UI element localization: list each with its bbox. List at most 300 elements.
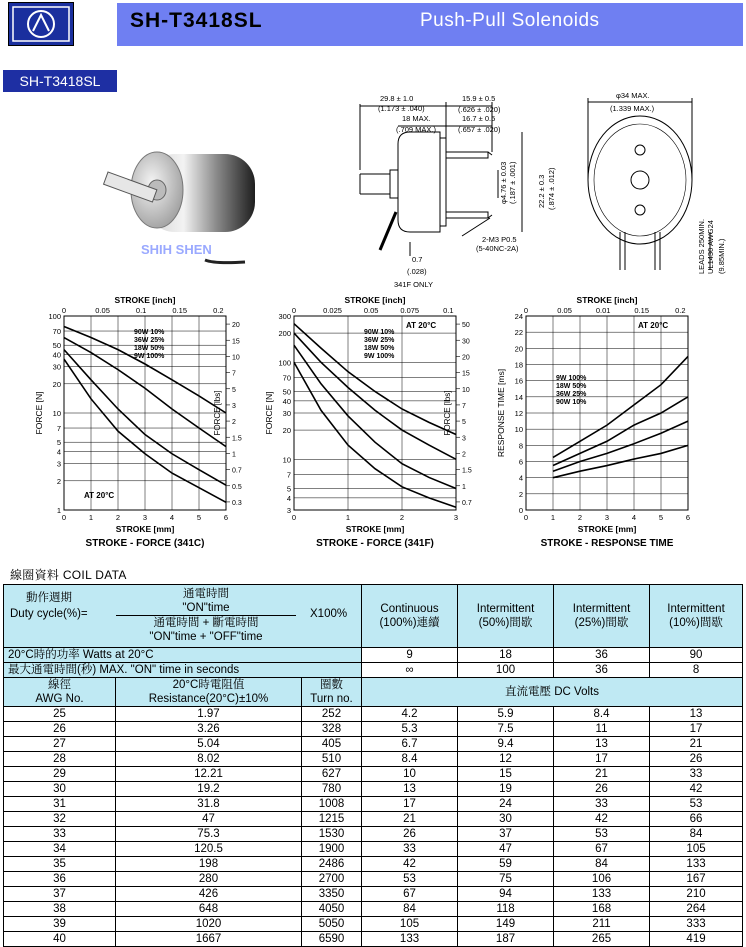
legend-entry: 36W 25% [134, 337, 165, 344]
y-tick-label: 5 [56, 438, 61, 448]
table-cell: 27 [4, 737, 116, 752]
table-cell: 106 [554, 872, 650, 887]
table-cell: 2486 [302, 857, 362, 872]
table-row [4, 857, 743, 872]
series-line-2 [553, 397, 688, 466]
chart-stroke-response-time [490, 292, 718, 556]
table-cell: 5.3 [362, 722, 458, 737]
y-tick-label: 4 [518, 473, 523, 483]
y-tick-label: 30 [52, 362, 61, 372]
right-tick-label: 3 [462, 435, 466, 443]
chart-annotation: AT 20°C [638, 321, 669, 330]
x-axis-label: STROKE [mm] [115, 524, 175, 534]
table-cell: 15 [458, 767, 554, 782]
top-tick-label: 0.05 [363, 306, 379, 315]
table-cell: 198 [116, 857, 302, 872]
y-tick-label: 100 [48, 312, 61, 321]
x-tick-label: 3 [142, 513, 148, 522]
y-tick-label: 18 [514, 360, 523, 370]
table-cell: 17 [362, 797, 458, 812]
table-cell: 37 [4, 887, 116, 902]
dimension-drawing [350, 92, 745, 290]
y-tick-label: 12 [514, 409, 523, 418]
table-cell: 84 [554, 857, 650, 872]
y-tick-label: 7 [286, 470, 291, 480]
series-line-2 [294, 333, 456, 459]
top-tick-label: 0.075 [400, 306, 420, 315]
svg-text:(.187 ± .001): (.187 ± .001) [508, 161, 517, 204]
top-axis-label: STROKE [inch] [114, 295, 176, 305]
table-cell: 53 [554, 827, 650, 842]
y-tick-label: 20 [282, 426, 291, 436]
table-cell: 40 [4, 932, 116, 947]
x-tick-label: 1 [550, 513, 556, 522]
y-tick-label: 4 [56, 447, 61, 457]
top-tick-label: 0.05 [557, 306, 572, 315]
table-cell: 94 [458, 887, 554, 902]
x-tick-label: 2 [399, 513, 405, 522]
svg-text:(.709 MAX.): (.709 MAX.) [396, 125, 437, 134]
svg-text:(.874 ± .012): (.874 ± .012) [547, 167, 556, 210]
table-cell: 4050 [302, 902, 362, 917]
table-cell: 12 [458, 752, 554, 767]
table-cell: 42 [650, 782, 743, 797]
table-cell: 1020 [116, 917, 302, 932]
table-cell: 5050 [302, 917, 362, 932]
top-tick-label: 0.1 [135, 306, 147, 315]
table-cell: 5.04 [116, 737, 302, 752]
column-header-row: 線徑 AWG No. 20°C時電阻值 Resistance(20°C)±10% 圈數 Turn no. 直流電壓 DC Volts [4, 678, 743, 707]
svg-text:18 MAX.: 18 MAX. [402, 114, 431, 123]
y-tick-label: 50 [282, 387, 291, 397]
top-axis-label: STROKE [inch] [576, 295, 638, 305]
table-cell: 29 [4, 767, 116, 782]
table-row [4, 902, 743, 917]
y-tick-label: 70 [52, 327, 61, 337]
table-cell: 6590 [302, 932, 362, 947]
table-cell: 7.5 [458, 722, 554, 737]
y-tick-label: 22 [514, 328, 523, 338]
table-cell: 67 [362, 887, 458, 902]
table-row [4, 872, 743, 887]
right-tick-label: 1 [232, 451, 236, 459]
table-cell: 32 [4, 812, 116, 827]
table-cell: 105 [362, 917, 458, 932]
table-cell: 35 [4, 857, 116, 872]
table-cell: 1008 [302, 797, 362, 812]
y2-axis-label: FORCE [lbs] [213, 390, 222, 436]
y-tick-label: 40 [282, 396, 291, 406]
table-cell: 75 [458, 872, 554, 887]
table-cell: 168 [554, 902, 650, 917]
table-cell: 31 [4, 797, 116, 812]
svg-text:2-M3 P0.5: 2-M3 P0.5 [482, 235, 517, 244]
legend-entry: 36W 25% [556, 391, 587, 398]
y-tick-label: 2 [518, 489, 523, 499]
table-cell: 1667 [116, 932, 302, 947]
table-cell: 149 [458, 917, 554, 932]
x-tick-label: 2 [115, 513, 121, 522]
y-tick-label: 3 [56, 459, 61, 469]
y-axis-label: FORCE [N] [34, 391, 44, 435]
table-cell: 133 [554, 887, 650, 902]
cycle-50: Intermittent (50%)間歇 [458, 585, 554, 648]
table-cell: 333 [650, 917, 743, 932]
table-cell: 26 [4, 722, 116, 737]
svg-text:(.028): (.028) [407, 267, 427, 276]
right-tick-label: 5 [232, 386, 236, 394]
top-tick-label: 0.15 [634, 306, 650, 315]
y-tick-label: 20 [514, 344, 523, 354]
company-logo [8, 2, 74, 46]
table-cell: 42 [554, 812, 650, 827]
table-row [4, 737, 743, 752]
y-tick-label: 70 [282, 373, 291, 383]
chart-annotation: AT 20°C [406, 321, 437, 330]
svg-text:(.657 ± .020): (.657 ± .020) [458, 125, 501, 134]
top-tick-label: 0 [523, 306, 529, 315]
legend-entry: 90W 10% [556, 399, 587, 406]
table-cell: 36 [4, 872, 116, 887]
x-tick-label: 5 [196, 513, 202, 522]
right-tick-label: 7 [232, 370, 236, 378]
legend-entry: 90W 10% [134, 329, 165, 336]
svg-text:22.2 ± 0.3: 22.2 ± 0.3 [537, 174, 546, 208]
table-cell: 17 [650, 722, 743, 737]
right-tick-label: 30 [462, 338, 470, 346]
svg-text:(9.85MIN.): (9.85MIN.) [717, 238, 726, 274]
x-tick-label: 0 [523, 513, 529, 522]
table-cell: 648 [116, 902, 302, 917]
table-cell: 75.3 [116, 827, 302, 842]
table-cell: 1215 [302, 812, 362, 827]
chart-stroke-force-341f [258, 292, 486, 556]
svg-text:LEADS 250MIN.: LEADS 250MIN. [697, 218, 706, 274]
right-tick-label: 2 [232, 419, 236, 427]
table-cell: 33 [650, 767, 743, 782]
table-cell: 3.26 [116, 722, 302, 737]
table-cell: 21 [362, 812, 458, 827]
table-row [4, 842, 743, 857]
series-line-3 [294, 345, 456, 488]
table-cell: 12.21 [116, 767, 302, 782]
y-tick-label: 10 [52, 409, 61, 418]
legend-entry: 9W 100% [134, 353, 165, 360]
table-row [4, 782, 743, 797]
svg-text:(1.339 MAX.): (1.339 MAX.) [610, 104, 655, 113]
table-cell: 53 [362, 872, 458, 887]
svg-text:341F ONLY: 341F ONLY [394, 280, 434, 289]
table-cell: 780 [302, 782, 362, 797]
table-cell: 39 [4, 917, 116, 932]
table-cell: 510 [302, 752, 362, 767]
duty-cycle-row [4, 585, 743, 648]
table-cell: 47 [458, 842, 554, 857]
right-tick-label: 1 [462, 483, 466, 491]
table-cell: 21 [650, 737, 743, 752]
table-cell: 66 [650, 812, 743, 827]
table-row [4, 767, 743, 782]
table-cell: 133 [362, 932, 458, 947]
right-tick-label: 0.7 [462, 499, 472, 507]
top-axis-label: STROKE [inch] [344, 295, 406, 305]
x-tick-label: 6 [223, 513, 229, 522]
y-tick-label: 20 [52, 379, 61, 389]
cycle-10: Intermittent (10%)間歇 [650, 585, 743, 648]
y-tick-label: 6 [518, 457, 523, 467]
max-on-time-row: 最大通電時間(秒) MAX. "ON" time in seconds ∞ 100 36 8 [4, 663, 743, 678]
legend-entry: 18W 50% [364, 345, 395, 352]
right-tick-label: 0.5 [232, 483, 242, 491]
table-cell: 28 [4, 752, 116, 767]
table-cell: 9.4 [458, 737, 554, 752]
y-tick-label: 7 [56, 424, 61, 434]
table-cell: 627 [302, 767, 362, 782]
table-cell: 26 [554, 782, 650, 797]
y-tick-label: 300 [278, 312, 291, 321]
table-row [4, 797, 743, 812]
x-tick-label: 3 [453, 513, 459, 522]
cycle-25: Intermittent (25%)間歇 [554, 585, 650, 648]
svg-text:29.8 ± 1.0: 29.8 ± 1.0 [380, 94, 414, 103]
table-row [4, 752, 743, 767]
header-title: Push-Pull Solenoids [420, 10, 600, 31]
right-tick-label: 3 [232, 402, 236, 410]
top-tick-label: 0.2 [675, 306, 686, 315]
top-tick-label: 0.05 [95, 306, 110, 315]
table-cell: 405 [302, 737, 362, 752]
svg-text:(5-40NC-2A): (5-40NC-2A) [476, 244, 519, 253]
top-tick-label: 0.1 [443, 306, 454, 315]
table-cell: 265 [554, 932, 650, 947]
table-cell: 280 [116, 872, 302, 887]
product-photo [95, 112, 270, 272]
series-line-1 [553, 356, 688, 457]
table-cell: 120.5 [116, 842, 302, 857]
right-tick-label: 15 [462, 370, 470, 378]
table-cell: 426 [116, 887, 302, 902]
table-cell: 10 [362, 767, 458, 782]
table-cell: 328 [302, 722, 362, 737]
series-line-4 [294, 362, 456, 507]
top-tick-label: 0.2 [213, 306, 224, 315]
table-cell: 67 [554, 842, 650, 857]
coil-data-table [3, 584, 743, 947]
table-cell: 59 [458, 857, 554, 872]
table-cell: 19.2 [116, 782, 302, 797]
table-row [4, 887, 743, 902]
right-tick-label: 0.3 [232, 499, 242, 507]
table-cell: 13 [650, 707, 743, 722]
top-tick-label: 0.15 [172, 306, 188, 315]
table-cell: 42 [362, 857, 458, 872]
legend-entry: 9W 100% [364, 353, 395, 360]
x-axis-label: STROKE [mm] [577, 524, 637, 534]
table-cell: 38 [4, 902, 116, 917]
y-tick-label: 30 [282, 409, 291, 418]
table-cell: 6.7 [362, 737, 458, 752]
table-cell: 26 [650, 752, 743, 767]
chart-title: STROKE - FORCE (341F) [316, 538, 434, 549]
y-tick-label: 5 [286, 484, 291, 494]
table-cell: 4.2 [362, 707, 458, 722]
y-tick-label: 100 [278, 358, 291, 368]
x-tick-label: 1 [345, 513, 351, 522]
y-tick-label: 40 [52, 350, 61, 360]
table-cell: 17 [554, 752, 650, 767]
table-cell: 1530 [302, 827, 362, 842]
table-row [4, 932, 743, 947]
watermark: SHIH SHEN [141, 242, 212, 257]
table-row [4, 722, 743, 737]
table-row [4, 707, 743, 722]
table-cell: 84 [650, 827, 743, 842]
table-cell: 118 [458, 902, 554, 917]
right-tick-label: 5 [462, 419, 466, 427]
svg-text:(1.173 ± .040): (1.173 ± .040) [378, 104, 425, 113]
table-cell: 13 [362, 782, 458, 797]
table-cell: 26 [362, 827, 458, 842]
table-cell: 19 [458, 782, 554, 797]
right-tick-label: 1.5 [232, 435, 242, 443]
y-tick-label: 200 [278, 329, 291, 339]
table-cell: 5.9 [458, 707, 554, 722]
table-cell: 252 [302, 707, 362, 722]
lead-wire [205, 260, 245, 263]
table-cell: 21 [554, 767, 650, 782]
table-cell: 419 [650, 932, 743, 947]
right-tick-label: 2 [462, 451, 466, 459]
table-cell: 31.8 [116, 797, 302, 812]
legend-entry: 9W 100% [556, 375, 587, 382]
y-tick-label: 10 [514, 425, 523, 435]
table-cell: 11 [554, 722, 650, 737]
x-tick-label: 1 [88, 513, 94, 522]
y-axis-label: RESPONSE TIME [ms] [496, 368, 506, 458]
x-tick-label: 0 [61, 513, 67, 522]
right-tick-label: 50 [462, 322, 470, 330]
table-cell: 8.4 [362, 752, 458, 767]
y-tick-label: 10 [282, 455, 291, 465]
table-row [4, 917, 743, 932]
right-tick-label: 20 [462, 354, 470, 362]
x-tick-label: 0 [291, 513, 297, 522]
x-tick-label: 2 [577, 513, 583, 522]
right-tick-label: 1.5 [462, 467, 472, 475]
model-tab: SH-T3418SL [3, 70, 117, 92]
x-tick-label: 3 [604, 513, 610, 522]
y-tick-label: 14 [514, 392, 523, 402]
y-tick-label: 8 [518, 441, 523, 451]
x-tick-label: 4 [631, 513, 637, 522]
header-model: SH-T3418SL [130, 9, 263, 32]
top-tick-label: 0.01 [595, 306, 611, 315]
table-cell: 24 [458, 797, 554, 812]
x-tick-label: 4 [169, 513, 175, 522]
table-cell: 2700 [302, 872, 362, 887]
right-tick-label: 20 [232, 322, 240, 330]
table-cell: 8.4 [554, 707, 650, 722]
y-tick-label: 16 [514, 376, 523, 386]
table-cell: 53 [650, 797, 743, 812]
x-tick-label: 5 [658, 513, 664, 522]
table-cell: 25 [4, 707, 116, 722]
y-tick-label: 0 [518, 506, 523, 515]
svg-text:φ34 MAX.: φ34 MAX. [616, 92, 650, 100]
legend-entry: 36W 25% [364, 337, 395, 344]
table-cell: 8.02 [116, 752, 302, 767]
coil-data-label: 線圈資料 COIL DATA [10, 568, 127, 582]
svg-text:16.7 ± 0.5: 16.7 ± 0.5 [462, 114, 496, 123]
table-cell: 13 [554, 737, 650, 752]
table-cell: 47 [116, 812, 302, 827]
table-row [4, 827, 743, 842]
y-tick-label: 2 [56, 476, 61, 486]
table-cell: 33 [554, 797, 650, 812]
chart-title: STROKE - FORCE (341C) [85, 538, 205, 549]
cycle-continuous: Continuous (100%)連續 [362, 585, 458, 648]
table-cell: 34 [4, 842, 116, 857]
table-cell: 211 [554, 917, 650, 932]
y-tick-label: 1 [56, 506, 61, 515]
legend-entry: 90W 10% [364, 329, 395, 336]
x-axis-label: STROKE [mm] [345, 524, 405, 534]
y-tick-label: 4 [286, 493, 291, 503]
svg-text:15.9 ± 0.5: 15.9 ± 0.5 [462, 94, 496, 103]
legend-entry: 18W 50% [556, 383, 587, 390]
table-cell: 133 [650, 857, 743, 872]
top-tick-label: 0 [291, 306, 297, 315]
right-tick-label: 7 [462, 402, 466, 410]
svg-text:φ4.76 ± 0.03: φ4.76 ± 0.03 [499, 161, 508, 204]
table-cell: 210 [650, 887, 743, 902]
table-row [4, 812, 743, 827]
watts-row: 20°C時的功率 Watts at 20°C 9 18 36 90 [4, 648, 743, 663]
chart-stroke-force-341c [28, 292, 256, 556]
y-axis-label: FORCE [N] [264, 391, 274, 435]
chart-title: STROKE - RESPONSE TIME [540, 538, 674, 549]
y-tick-label: 24 [514, 312, 523, 321]
y2-axis-label: FORCE [lbs] [443, 390, 452, 436]
table-cell: 105 [650, 842, 743, 857]
svg-text:(.626 ± .020): (.626 ± .020) [458, 105, 501, 114]
table-cell: 3350 [302, 887, 362, 902]
right-tick-label: 10 [232, 354, 240, 362]
duty-cycle-formula: 動作週期 Duty cycle(%)= 通電時間 "ON"time 通電時間 + 斷電時間 "ON"time + "OFF"time X100% [10, 588, 348, 643]
table-cell: 30 [4, 782, 116, 797]
page-header [0, 0, 746, 48]
top-tick-label: 0.025 [323, 306, 342, 315]
table-cell: 30 [458, 812, 554, 827]
y-tick-label: 50 [52, 341, 61, 351]
table-cell: 37 [458, 827, 554, 842]
table-cell: 264 [650, 902, 743, 917]
table-cell: 187 [458, 932, 554, 947]
right-tick-label: 10 [462, 386, 470, 394]
top-tick-label: 0 [61, 306, 67, 315]
table-cell: 84 [362, 902, 458, 917]
dimension-labels [378, 92, 726, 289]
svg-text:0.7: 0.7 [412, 255, 423, 264]
chart-annotation: AT 20°C [84, 491, 115, 500]
table-cell: 167 [650, 872, 743, 887]
table-cell: 33 [362, 842, 458, 857]
svg-text:UL1430 AWG24: UL1430 AWG24 [706, 220, 715, 274]
table-cell: 1900 [302, 842, 362, 857]
right-tick-label: 15 [232, 338, 240, 346]
legend-entry: 18W 50% [134, 345, 165, 352]
right-tick-label: 0.7 [232, 467, 242, 475]
